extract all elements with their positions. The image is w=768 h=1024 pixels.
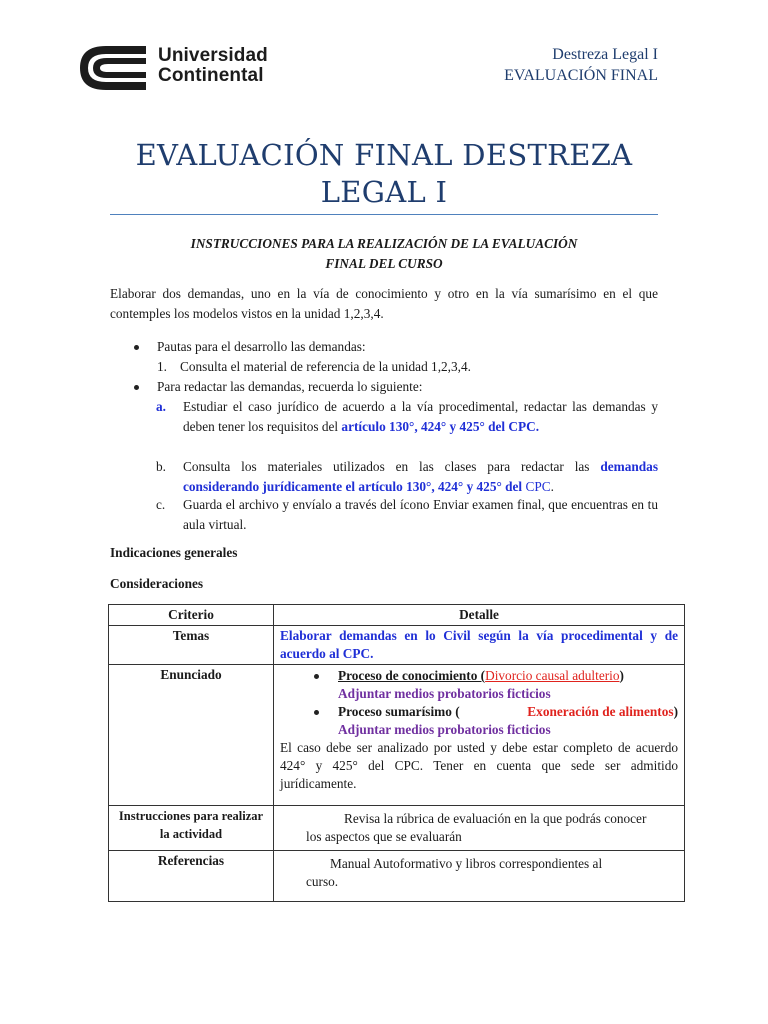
page-title <box>110 137 658 211</box>
detalle-enunciado <box>274 665 685 806</box>
header-detalle: Detalle <box>274 605 685 626</box>
header-criterio: Criterio <box>109 605 274 626</box>
item-a <box>183 397 658 437</box>
criterio-enunciado: Enunciado <box>109 665 274 806</box>
table-row-instrucciones <box>109 806 685 851</box>
enunciado-item-2-red: Exoneración de alimentos <box>527 704 674 719</box>
bullet-pautas: Pautas para el desarrollo las demandas: <box>157 339 366 354</box>
detalle-referencias <box>274 851 685 902</box>
item-c-label: c. <box>156 497 166 512</box>
document-header <box>504 44 658 86</box>
logo-wordmark <box>158 46 268 86</box>
bullet-redactar: Para redactar las demandas, recuerda lo siguiente: <box>157 379 423 394</box>
enunciado-text: El caso debe ser analizado por usted y debe estar completo de acuerdo 424° y 425° del CPC. Tener en cuenta que sede ser admitido jurídicamente. <box>280 740 678 791</box>
title-line-1: EVALUACIÓN FINAL DESTREZA <box>135 138 633 172</box>
enunciado-item-1-note: Adjuntar medios probatorios ficticios <box>338 686 551 701</box>
ref-line-1-text: Manual Autoformativo y libros correspondientes al <box>330 856 603 871</box>
title-line-2: LEGAL I <box>320 175 448 209</box>
item-b-label: b. <box>156 459 166 474</box>
enunciado-item-conocimiento <box>280 667 678 703</box>
item-a-text: Estudiar el caso jurídico de acuerdo a la vía procedimental, redactar las demandas y deben tener los requisitos del <box>183 399 658 434</box>
logo-line-1: Universidad <box>158 45 268 66</box>
criterio-temas: Temas <box>109 626 274 665</box>
criterio-instrucciones: Instrucciones para realizar la actividad <box>109 806 274 851</box>
bullet-dot <box>314 674 319 679</box>
bullet-dot <box>134 345 139 350</box>
item-a-highlight: artículo 130°, 424° y 425° del CPC. <box>341 419 540 434</box>
ref-line-1 <box>280 855 678 873</box>
bullet-dot <box>314 710 319 715</box>
enunciado-item-1-suffix: ) <box>619 668 624 683</box>
subtitle-line-1: INSTRUCCIONES PARA LA REALIZACIÓN DE LA EVALUACIÓN <box>190 236 578 251</box>
enunciado-item-1-red: Divorcio causal adulterio <box>485 668 620 683</box>
ref-line-2: curso. <box>306 874 339 889</box>
numbered-item-1-num: 1. <box>157 359 167 374</box>
detalle-temas: Elaborar demandas en lo Civil según la vía procedimental y de acuerdo al CPC. <box>274 626 685 665</box>
criterio-referencias: Referencias <box>109 851 274 902</box>
title-divider <box>110 214 658 215</box>
item-b <box>183 457 658 497</box>
section-indicaciones: Indicaciones generales <box>110 545 238 560</box>
criteria-table <box>108 604 685 902</box>
numbered-item-1: Consulta el material de referencia de la unidad 1,2,3,4. <box>180 359 471 374</box>
enunciado-item-2-suffix: ) <box>673 704 678 719</box>
section-consideraciones: Consideraciones <box>110 576 204 591</box>
table-row-temas <box>109 626 685 665</box>
item-b-text: Consulta los materiales utilizados en las clases para redactar las <box>183 459 601 474</box>
bullet-dot <box>134 385 139 390</box>
instr-line-2: los aspectos que se evaluarán <box>306 829 462 844</box>
exam-name: EVALUACIÓN FINAL <box>504 67 658 84</box>
table-header-row <box>109 605 685 626</box>
logo-line-2: Continental <box>158 65 264 86</box>
item-b-highlight: demandas considerando jurídicamente el artículo 130°, 424° y 425° del <box>183 459 658 494</box>
detalle-instrucciones <box>274 806 685 851</box>
instr-line-1-text: Revisa la rúbrica de evaluación en la que podrás conocer <box>344 811 647 826</box>
enunciado-item-2-note: Adjuntar medios probatorios ficticios <box>338 722 551 737</box>
item-b-highlight-cpc: CPC <box>522 479 551 494</box>
enunciado-item-1-prefix: Proceso de conocimiento ( <box>338 668 486 683</box>
enunciado-item-2-line <box>338 703 678 721</box>
table-row-enunciado <box>109 665 685 806</box>
intro-paragraph: Elaborar dos demandas, uno en la vía de conocimiento y otro en la vía sumarísimo en el que contemples los modelos vistos en la unidad 1,2,3,4. <box>110 286 658 321</box>
item-b-end: . <box>550 479 554 494</box>
enunciado-item-2-prefix: Proceso sumarísimo ( <box>338 704 460 719</box>
instr-line-1 <box>280 810 678 828</box>
subtitle-line-2: FINAL DEL CURSO <box>325 256 443 271</box>
enunciado-item-sumarisimo <box>280 703 678 739</box>
enunciado-item-1-line <box>338 667 678 685</box>
course-name: Destreza Legal I <box>552 46 658 63</box>
item-a-label: a. <box>156 399 166 414</box>
table-row-referencias <box>109 851 685 902</box>
instructions-heading <box>110 234 658 274</box>
item-c: Guarda el archivo y envíalo a través del ícono Enviar examen final, que encuentras en tu aula virtual. <box>183 497 658 532</box>
